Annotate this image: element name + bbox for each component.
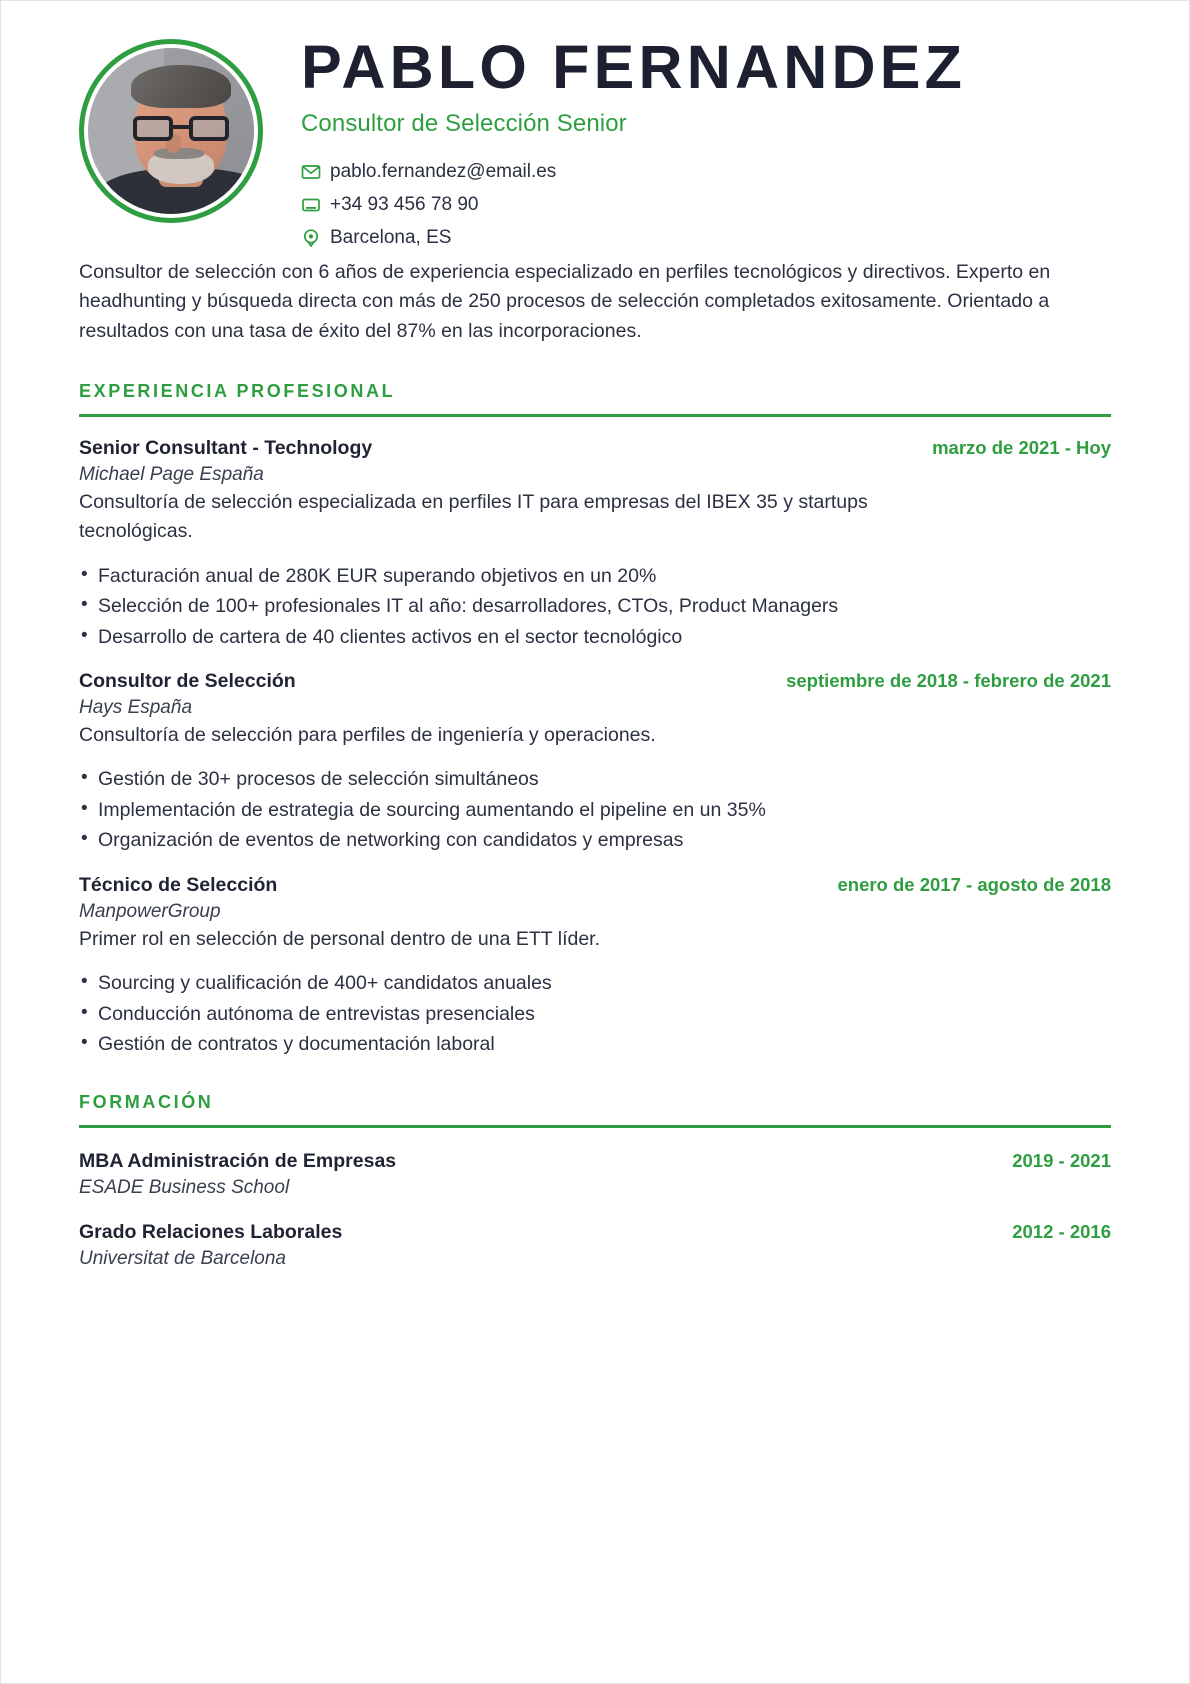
contact-email-value: pablo.fernandez@email.es [330,161,557,183]
list-item: • Gestión de 30+ procesos de selección simultáneos [79,766,1111,793]
experience-role: Consultor de Selección [79,670,296,693]
education-entry [79,1221,1111,1270]
experience-date: enero de 2017 - agosto de 2018 [837,873,1111,895]
experience-description: Consultoría de selección para perfiles de ingeniería y operaciones. [79,724,656,747]
professional-summary: Consultor de selección con 6 años de experiencia especializado en perfiles tecnológicos y directivos. Experto en headhunting y búsqueda directa con más de 250 procesos de selección completados exitosamente. Orientado a resultados con una tasa de éxito del 87% en las incorporaciones. [79,260,1051,343]
contact-phone[interactable] [301,195,1111,215]
avatar [79,29,267,223]
list-item: • Conducción autónoma de entrevistas presenciales [79,1001,1111,1028]
experience-bullets [79,970,1111,1058]
list-item: • Implementación de estrategia de sourcing aumentando el pipeline en un 35% [79,797,1111,824]
experience-entry [79,437,1111,650]
experience-entry [79,874,1111,1058]
section-experience [79,381,1111,1058]
experience-bullets [79,766,1111,854]
contact-location-value: Barcelona, ES [330,227,452,249]
experience-description: Consultoría de selección especializada en perfiles IT para empresas del IBEX 35 y startups tecnológicas. [79,491,868,543]
education-institution: Universitat de Barcelona [79,1247,286,1269]
location-pin-icon [301,228,321,248]
experience-bullets [79,563,1111,651]
list-item: • Gestión de contratos y documentación laboral [79,1031,1111,1058]
experience-date: marzo de 2021 - Hoy [932,437,1111,459]
section-title-education: FORMACIÓN [79,1091,214,1112]
list-item: • Sourcing y cualificación de 400+ candidatos anuales [79,970,1111,997]
experience-company: Michael Page España [79,464,264,486]
experience-description: Primer rol en selección de personal dentro de una ETT líder. [79,927,601,950]
list-item: • Desarrollo de cartera de 40 clientes activos en el sector tecnológico [79,624,1111,651]
education-institution: ESADE Business School [79,1176,290,1198]
resume-header [79,29,1111,248]
education-date: 2012 - 2016 [1012,1220,1111,1242]
job-title: Consultor de Selección Senior [301,109,627,137]
education-degree: MBA Administración de Empresas [79,1149,397,1172]
experience-date: septiembre de 2018 - febrero de 2021 [786,670,1111,692]
section-education [79,1092,1111,1270]
list-item: • Facturación anual de 280K EUR superando objetivos en un 20% [79,563,1111,590]
contact-email[interactable] [301,162,1111,182]
contact-location[interactable] [301,228,1111,248]
list-item: • Selección de 100+ profesionales IT al año: desarrolladores, CTOs, Product Managers [79,593,1111,620]
experience-company: ManpowerGroup [79,900,221,922]
avatar-ring [79,39,263,223]
page-title: PABLO FERNANDEZ [301,33,967,101]
experience-entry [79,670,1111,854]
section-title-experience: EXPERIENCIA PROFESIONAL [79,381,396,402]
education-degree: Grado Relaciones Laborales [79,1220,343,1243]
education-date: 2019 - 2021 [1012,1149,1111,1171]
envelope-icon [301,162,321,182]
section-divider [79,414,1111,417]
education-entry [79,1150,1111,1199]
avatar-photo [88,48,254,214]
section-divider [79,1125,1111,1128]
contact-phone-value: +34 93 456 78 90 [330,194,479,216]
contact-list [301,162,1111,248]
list-item: • Organización de eventos de networking con candidatos y empresas [79,827,1111,854]
experience-role: Técnico de Selección [79,873,278,896]
experience-company: Hays España [79,697,193,719]
experience-role: Senior Consultant - Technology [79,437,373,460]
phone-icon [301,195,321,215]
